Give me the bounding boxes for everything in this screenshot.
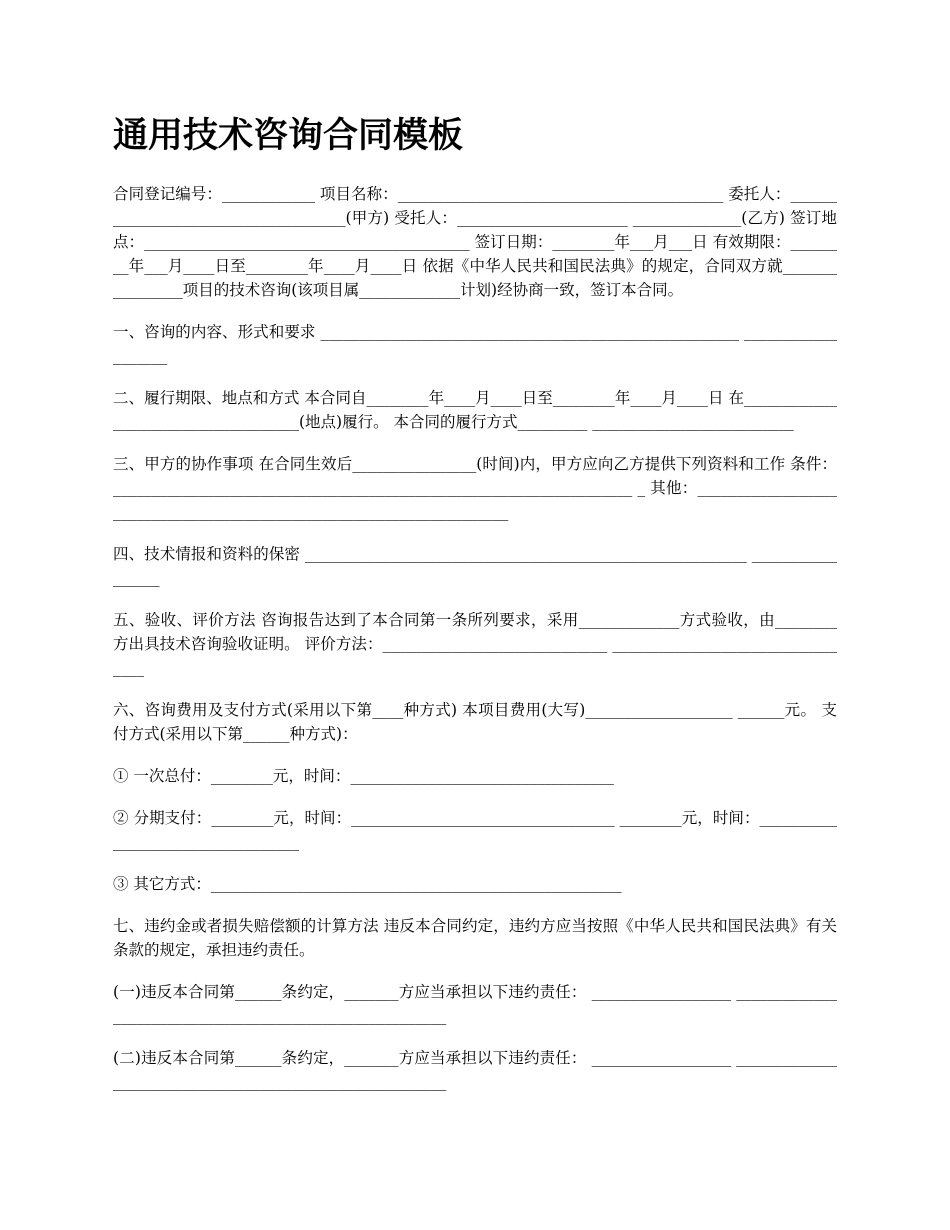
payment-option-lump-sum: ① 一次总付：________元，时间：__________________________________ xyxy=(113,767,614,785)
payment-option-other: ③ 其它方式：_____________________________________________________ xyxy=(113,875,622,893)
section-5-acceptance-evaluation: 五、验收、评价方法 咨询报告达到了本合同第一条所列要求，采用_____________方式验收，由________方出具技术咨询验收证明。 评价方法：_____________________________ _________________________________ xyxy=(113,611,837,677)
section-1-consultation-content: 一、咨询的内容、形式和要求 ______________________________________________________ ___________________ xyxy=(113,323,837,365)
section-6-fees-payment: 六、咨询费用及支付方式(采用以下第____种方式) 本项目费用(大写)___________________ ______元。 支付方式(采用以下第______种方式)： xyxy=(113,701,837,743)
section-3-cooperation-matters: 三、甲方的协作事项 在合同生效后________________(时间)内，甲方应向乙方提供下列资料和工作 条件：___________________________________________________________________ _ 其他：_____________________________________________________________________ xyxy=(113,455,837,521)
breach-clause-1: (一)违反本合同第______条约定，_______方应当承担以下违约责任： __________________ ________________________________________________________ xyxy=(113,983,837,1025)
payment-option-installments: ② 分期支付：________元，时间：__________________________________ ________元，时间：__________________________________ xyxy=(113,809,837,851)
section-2-performance-terms: 二、履行期限、地点和方式 本合同自________年____月____日至________年____月____日 在____________________________________(地点)履行。 本合同的履行方式_________ __________________________ xyxy=(113,389,837,431)
section-7-liquidated-damages: 七、违约金或者损失赔偿额的计算方法 违反本合同约定，违约方应当按照《中华人民共和国民法典》有关条款的规定，承担违约责任。 xyxy=(113,917,837,959)
breach-clause-2: (二)违反本合同第______条约定，_______方应当承担以下违约责任： __________________ ________________________________________________________ xyxy=(113,1049,837,1091)
contract-header-paragraph: 合同登记编号：____________ 项目名称：__________________________________________ 委托人：____________________________________(甲方) 受托人：______________________ ______________(乙方) 签订地点：__________________________________________ 签订日期：________年___月___日 有效期限：________年___月____日至________年____月____日 依据《中华人民共和国民法典》的规定，合同双方就________________项目的技术咨询(该项目属_____________计划)经协商一致，签订本合同。 xyxy=(113,185,837,299)
section-4-confidentiality: 四、技术情报和资料的保密 _________________________________________________________ _________________ xyxy=(113,545,837,587)
document-title: 通用技术咨询合同模板 xyxy=(113,115,464,156)
document-page xyxy=(113,108,837,1112)
